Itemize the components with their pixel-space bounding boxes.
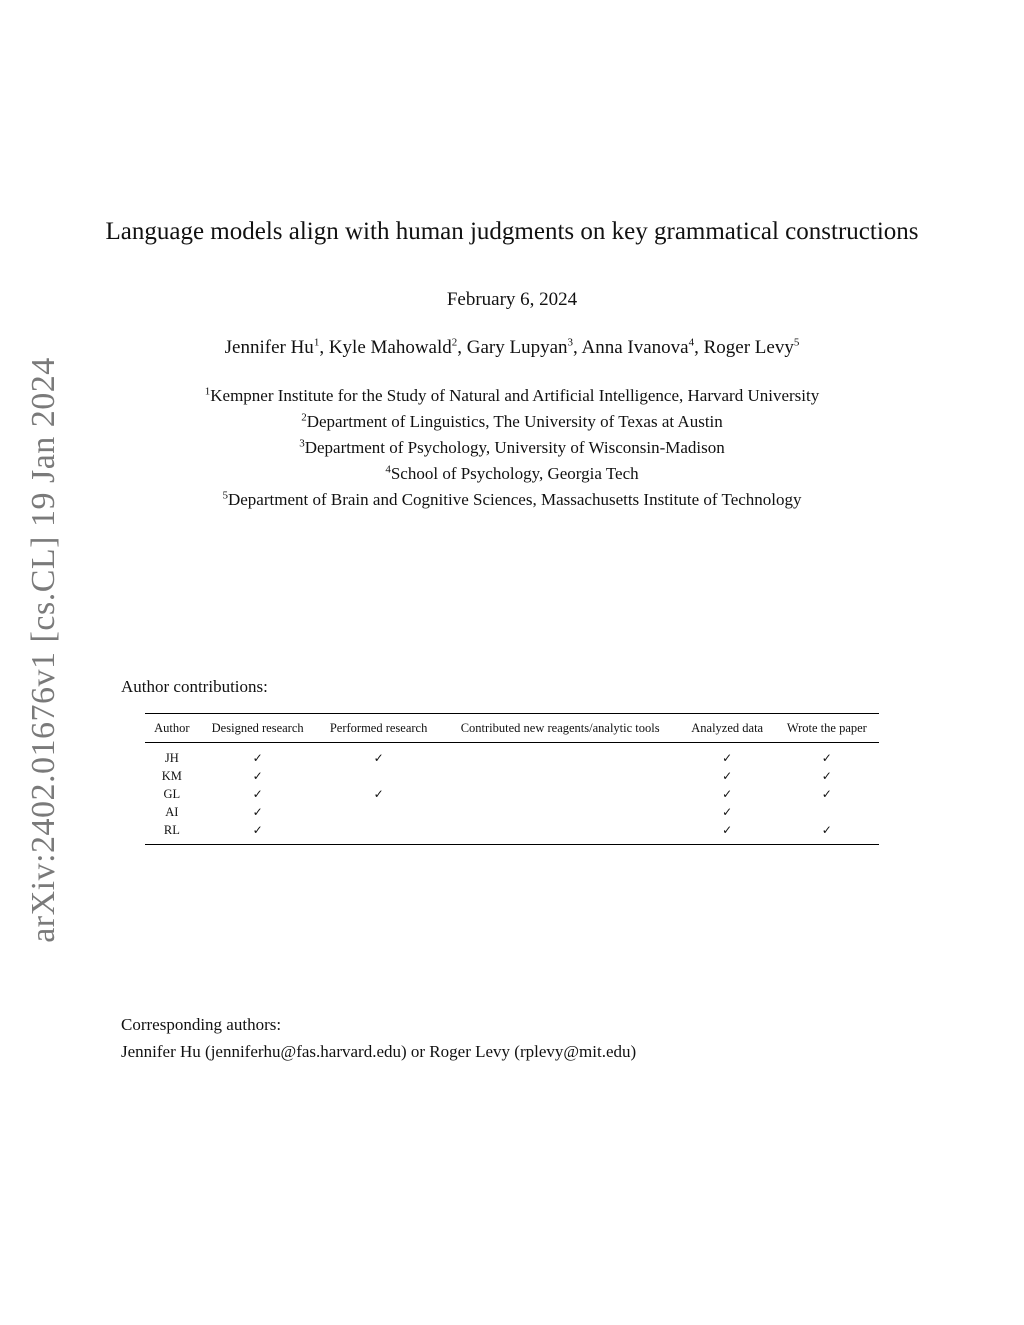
author: Anna Ivanova$^4$, [581,336,704,358]
checkmark-icon: ✓ [722,787,733,801]
affiliation: $^4$School of Psychology, Georgia Tech [385,463,639,483]
author-list [0,337,1024,359]
checkmark-cell [199,767,317,785]
table-row [145,821,879,845]
checkmark-icon: ✓ [722,751,733,765]
arxiv-identifier-stamp: arXiv:2402.01676v1 [cs.CL] 19 Jan 2024 [25,357,62,943]
checkmark-icon: ✓ [252,787,263,801]
checkmark-cell [775,743,879,768]
author-initials-cell: RL [163,823,180,837]
checkmark-cell [680,821,775,845]
author-initials-cell: JH [164,751,179,765]
author: Kyle Mahowald$^2$, [328,336,467,358]
checkmark-icon: ✓ [722,805,733,819]
empty-cell [441,767,680,785]
empty-cell [317,767,441,785]
empty-cell [441,743,680,768]
table-row [145,767,879,785]
column-header: Designed research [199,714,317,743]
checkmark-icon: ✓ [252,769,263,783]
author: Roger Levy$^5$ [703,336,800,358]
checkmark-icon: ✓ [821,823,832,837]
checkmark-cell [680,803,775,821]
column-header: Analyzed data [680,714,775,743]
empty-cell [441,803,680,821]
checkmark-icon: ✓ [373,787,384,801]
corresponding-authors-heading: Corresponding authors: [121,1015,282,1034]
table-row [145,803,879,821]
paper-date: February 6, 2024 [446,289,578,310]
column-header: Author [145,714,199,743]
checkmark-icon: ✓ [821,769,832,783]
checkmark-cell [680,767,775,785]
column-header: Performed research [317,714,441,743]
corresponding-authors-contacts: Jennifer Hu (jenniferhu@fas.harvard.edu) or Roger Levy (rplevy@mit.edu) [121,1042,637,1061]
checkmark-cell [317,743,441,768]
checkmark-icon: ✓ [373,751,384,765]
checkmark-icon: ✓ [821,787,832,801]
checkmark-icon: ✓ [252,751,263,765]
affiliation: $^5$Department of Brain and Cognitive Sciences, Massachusetts Institute of Technology [222,489,802,509]
checkmark-cell [775,821,879,845]
author-contributions-heading: Author contributions: [121,677,268,696]
checkmark-icon: ✓ [252,823,263,837]
author-initials-cell: GL [163,787,181,801]
checkmark-cell [317,785,441,803]
affiliation-list [0,383,1024,513]
author-contributions-table [145,713,879,845]
checkmark-icon: ✓ [821,751,832,765]
empty-cell [441,785,680,803]
column-header: Contributed new reagents/analytic tools [441,714,680,743]
table-header-row [145,714,879,743]
table-row [145,785,879,803]
table-row [145,743,879,768]
checkmark-cell [775,767,879,785]
checkmark-cell [680,743,775,768]
affiliation: $^1$Kempner Institute for the Study of Natural and Artificial Intelligence, Harvard University [204,385,820,405]
author-initials-cell: KM [161,769,182,783]
author: Gary Lupyan$^3$, [466,336,582,358]
checkmark-cell [199,821,317,845]
checkmark-cell [199,803,317,821]
checkmark-icon: ✓ [722,769,733,783]
author-initials-cell: AI [165,805,179,819]
checkmark-cell [775,785,879,803]
affiliation: $^2$Department of Linguistics, The University of Texas at Austin [301,411,723,431]
checkmark-cell [680,785,775,803]
empty-cell [775,803,879,821]
paper-title: Language models align with human judgments on key grammatical constructions [105,218,919,245]
empty-cell [317,821,441,845]
empty-cell [317,803,441,821]
author: Jennifer Hu$^1$, [224,336,329,358]
checkmark-icon: ✓ [722,823,733,837]
checkmark-cell [199,743,317,768]
empty-cell [441,821,680,845]
affiliation: $^3$Department of Psychology, University of Wisconsin-Madison [299,437,725,457]
column-header: Wrote the paper [775,714,879,743]
checkmark-icon: ✓ [252,805,263,819]
checkmark-cell [199,785,317,803]
